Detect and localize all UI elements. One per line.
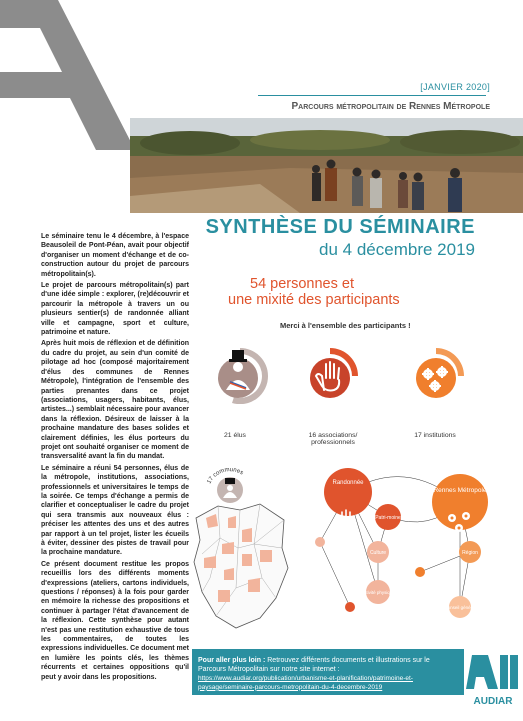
thanks-note: Merci à l'ensemble des participants ! <box>280 321 411 330</box>
stat-associations: 16 associations/ professionnels <box>308 432 358 446</box>
diagram-node-conseil: Conseil général <box>444 605 476 610</box>
page-subtitle-date: du 4 décembre 2019 <box>319 240 475 259</box>
header-rule <box>258 95 486 96</box>
diagram-node-region: Région <box>462 550 478 556</box>
raised-hand-icon <box>302 348 358 404</box>
further-info-text: Retrouvez différents documents et illustrations sur le Parcours Métropolitain sur notre site internet : <box>198 657 430 673</box>
stat-institutions: 17 institutions <box>414 432 456 439</box>
audiar-logo-text: AUDIAR <box>473 696 513 707</box>
page-title: SYNTHÈSE DU SÉMINAIRE <box>205 216 475 238</box>
communes-label: 17 communes <box>206 467 245 485</box>
diagram-node-culture: Culture <box>369 550 387 556</box>
diagram-node-activite: Activité physique <box>361 590 395 595</box>
intro-text-column <box>41 232 189 684</box>
audiar-a-logo-icon <box>0 0 135 150</box>
participants-heading-line2: une mixité des participants <box>228 292 400 308</box>
diagram-node-randonnee: Randonnée <box>332 480 364 486</box>
participants-heading-line1: 54 personnes et <box>250 276 354 292</box>
body-paragraph: Le séminaire tenu le 4 décembre, à l'espace Beausoleil de Pont-Péan, avait pour objectif d'organiser un moment d'échange et de co-construction autour du projet de parcours métropolitain(s). <box>41 233 189 278</box>
diagram-node-rennes: Rennes Métropole <box>433 487 487 494</box>
body-paragraph: Le projet de parcours métropolitain(s) part d'une idée simple : explorer, (re)découvrir et parcourir la métropole à travers un ou plusieurs sentier(s) de randonnée alliant ville et campagne, sport et culture, patrimoine et nature. <box>41 282 189 337</box>
publication-date: [JANVIER 2020] <box>420 82 490 92</box>
elected-official-icon <box>212 348 268 404</box>
further-info-box <box>192 649 464 695</box>
stakeholder-diagram <box>300 462 515 637</box>
communes-map <box>190 458 290 638</box>
diagram-node-patrimoine: Patri-moine <box>375 515 401 521</box>
body-paragraph: Ce présent document restitue les propos recueillis lors des différents moments d'expressions (ateliers, cartons individuels, questions / réponses) à la fois pour garder en mémoire la richesse des propositions et continuer à partager l'état d'avancement de la réflexion. Cette synthèse pour autant n'est pas une restitution exhaustive de tous les commentaires, de toutes les expressions individuelles. Ce document met en lumière les points clés, les thèmes récurrents et certaines oppositions qu'il peut y avoir dans les propositions. <box>41 560 189 681</box>
audiar-logo-icon <box>466 649 521 709</box>
hikers-photo <box>130 118 523 213</box>
audiar-publication-link[interactable]: https://www.audiar.org/publication/urbanisme-et-planification/patrimoine-et-paysage/seminaire-parcours-metropolitain-du-4-decembre-2019 <box>198 675 413 691</box>
body-paragraph: Le séminaire a réuni 54 personnes, élus de la métropole, institutions, associations, professionnels et universitaires le temps de la soirée. Ce temps d'échange a permis de clarifier et conceptualiser le cadre du projet qui sera transmis aux nouveaux élus : préciser les attentes des uns et des autres par rapport à un tel projet, lister les écueils à éviter, dessiner des pistes de travail pour la prochaine mandature. <box>41 464 189 557</box>
further-info-lead: Pour aller plus loin : <box>198 657 266 664</box>
stat-elected: 21 élus <box>224 432 246 439</box>
publication-series: Parcours métropolitain de Rennes Métropole <box>291 101 490 112</box>
body-paragraph: Après huit mois de réflexion et de définition du cadre du projet, au sein d'un comité de pilotage ad hoc (composé majoritairement d'élus des communes de Rennes Métropole), l'intégration de l'ensemble des parties prenantes dans ce projet (associations, usagers, habitants, élus, artistes...) semblait nécessaire pour avancer dans la réflexion. Désireux de laisser à la prochaine mandature des bases solides et clairement définies, les élus porteurs du projet ont souhaité organiser ce moment de transversalité avant la fin du mandat. <box>41 340 189 461</box>
gears-icon <box>408 348 464 404</box>
